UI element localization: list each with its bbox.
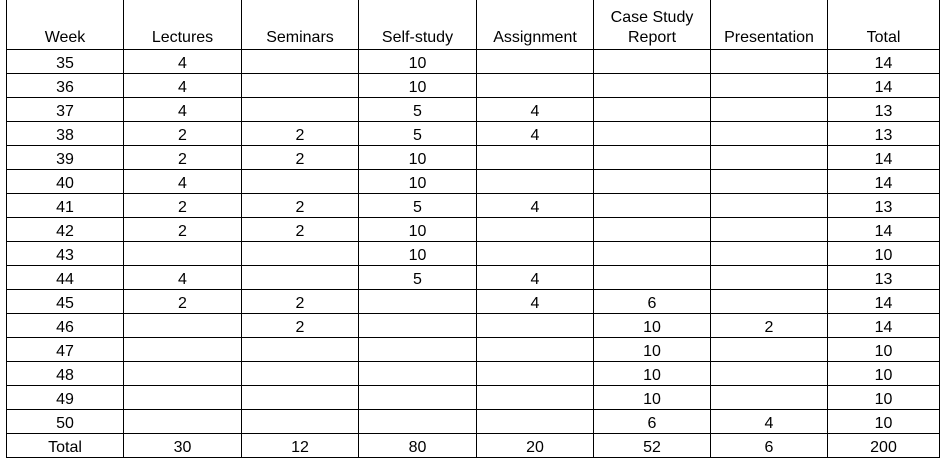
cell-week: 50	[7, 410, 124, 434]
cell-week: 41	[7, 194, 124, 218]
cell-assignment: 4	[477, 194, 594, 218]
cell-total: 13	[828, 194, 940, 218]
cell-presentation	[711, 290, 828, 314]
cell-presentation	[711, 50, 828, 74]
cell-self-study	[359, 338, 477, 362]
cell-presentation	[711, 362, 828, 386]
cell-week: 40	[7, 170, 124, 194]
cell-total: 13	[828, 122, 940, 146]
cell-case-study	[594, 194, 711, 218]
cell-lectures	[124, 362, 242, 386]
cell-total: 10	[828, 362, 940, 386]
cell-lectures	[124, 386, 242, 410]
cell-seminars	[242, 410, 359, 434]
cell-total: 10	[828, 386, 940, 410]
table-row	[7, 170, 940, 194]
cell-presentation	[711, 74, 828, 98]
cell-week: 36	[7, 74, 124, 98]
header-case-study-report	[594, 0, 711, 50]
cell-lectures	[124, 338, 242, 362]
cell-week: 42	[7, 218, 124, 242]
cell-self-study: 10	[359, 146, 477, 170]
cell-presentation	[711, 338, 828, 362]
table-row	[7, 194, 940, 218]
cell-self-study: 5	[359, 266, 477, 290]
table-row	[7, 98, 940, 122]
weekly-workload-table	[6, 0, 940, 458]
table-body	[7, 50, 940, 434]
table-row	[7, 266, 940, 290]
cell-total: 10	[828, 242, 940, 266]
cell-seminars: 2	[242, 314, 359, 338]
cell-seminars	[242, 266, 359, 290]
cell-week: 43	[7, 242, 124, 266]
cell-week: 44	[7, 266, 124, 290]
cell-seminars	[242, 74, 359, 98]
cell-case-study: 10	[594, 386, 711, 410]
total-lectures: 30	[124, 434, 242, 458]
cell-total: 10	[828, 410, 940, 434]
table-row	[7, 362, 940, 386]
cell-assignment	[477, 170, 594, 194]
cell-assignment: 4	[477, 290, 594, 314]
cell-case-study: 10	[594, 338, 711, 362]
cell-week: 38	[7, 122, 124, 146]
cell-case-study: 10	[594, 314, 711, 338]
cell-presentation	[711, 218, 828, 242]
cell-assignment	[477, 50, 594, 74]
table-footer	[7, 434, 940, 458]
cell-self-study: 10	[359, 218, 477, 242]
cell-week: 46	[7, 314, 124, 338]
cell-total: 14	[828, 218, 940, 242]
cell-lectures: 4	[124, 74, 242, 98]
cell-total: 13	[828, 266, 940, 290]
table-row	[7, 50, 940, 74]
cell-week: 49	[7, 386, 124, 410]
table-row	[7, 410, 940, 434]
cell-case-study	[594, 170, 711, 194]
cell-presentation	[711, 266, 828, 290]
cell-seminars	[242, 386, 359, 410]
cell-assignment	[477, 146, 594, 170]
cell-lectures: 4	[124, 98, 242, 122]
cell-total: 14	[828, 170, 940, 194]
cell-total: 14	[828, 146, 940, 170]
total-self-study: 80	[359, 434, 477, 458]
cell-assignment	[477, 314, 594, 338]
cell-self-study: 5	[359, 98, 477, 122]
cell-assignment	[477, 218, 594, 242]
cell-seminars	[242, 242, 359, 266]
cell-self-study	[359, 362, 477, 386]
cell-week: 35	[7, 50, 124, 74]
cell-self-study: 5	[359, 122, 477, 146]
cell-self-study: 10	[359, 74, 477, 98]
cell-presentation	[711, 386, 828, 410]
cell-week: 48	[7, 362, 124, 386]
cell-self-study	[359, 410, 477, 434]
cell-presentation	[711, 242, 828, 266]
table-row	[7, 338, 940, 362]
header-assignment: Assignment	[477, 0, 594, 50]
table-row	[7, 386, 940, 410]
cell-total: 14	[828, 74, 940, 98]
header-row	[7, 0, 940, 50]
total-grand: 200	[828, 434, 940, 458]
cell-presentation	[711, 98, 828, 122]
cell-case-study	[594, 122, 711, 146]
cell-case-study	[594, 50, 711, 74]
total-row	[7, 434, 940, 458]
cell-week: 39	[7, 146, 124, 170]
table-header	[7, 0, 940, 50]
cell-lectures	[124, 242, 242, 266]
cell-case-study	[594, 74, 711, 98]
cell-total: 14	[828, 50, 940, 74]
cell-case-study: 6	[594, 290, 711, 314]
cell-assignment	[477, 74, 594, 98]
total-seminars: 12	[242, 434, 359, 458]
cell-self-study	[359, 314, 477, 338]
header-self-study: Self-study	[359, 0, 477, 50]
table-row	[7, 74, 940, 98]
cell-case-study	[594, 242, 711, 266]
cell-seminars	[242, 50, 359, 74]
cell-lectures	[124, 410, 242, 434]
cell-seminars: 2	[242, 218, 359, 242]
cell-lectures: 2	[124, 146, 242, 170]
cell-lectures: 2	[124, 290, 242, 314]
cell-week: 45	[7, 290, 124, 314]
cell-seminars: 2	[242, 146, 359, 170]
cell-presentation: 4	[711, 410, 828, 434]
header-week: Week	[7, 0, 124, 50]
cell-assignment: 4	[477, 266, 594, 290]
cell-total: 10	[828, 338, 940, 362]
header-total: Total	[828, 0, 940, 50]
table-row	[7, 218, 940, 242]
cell-assignment	[477, 338, 594, 362]
cell-presentation	[711, 194, 828, 218]
table-row	[7, 242, 940, 266]
cell-assignment	[477, 362, 594, 386]
cell-self-study: 10	[359, 170, 477, 194]
cell-lectures: 4	[124, 170, 242, 194]
cell-assignment: 4	[477, 98, 594, 122]
cell-assignment	[477, 242, 594, 266]
table-row	[7, 122, 940, 146]
cell-presentation: 2	[711, 314, 828, 338]
cell-seminars	[242, 338, 359, 362]
cell-presentation	[711, 146, 828, 170]
cell-case-study	[594, 98, 711, 122]
table-row	[7, 146, 940, 170]
header-case-study-line1: Case Study	[610, 9, 694, 26]
cell-lectures: 4	[124, 50, 242, 74]
cell-seminars	[242, 362, 359, 386]
table-row	[7, 290, 940, 314]
cell-case-study: 6	[594, 410, 711, 434]
cell-assignment: 4	[477, 122, 594, 146]
header-lectures: Lectures	[124, 0, 242, 50]
cell-total: 13	[828, 98, 940, 122]
cell-self-study	[359, 290, 477, 314]
header-case-study-line2: Report	[627, 29, 677, 46]
cell-lectures: 2	[124, 194, 242, 218]
total-case-study: 52	[594, 434, 711, 458]
cell-lectures: 4	[124, 266, 242, 290]
cell-week: 47	[7, 338, 124, 362]
cell-self-study: 5	[359, 194, 477, 218]
cell-total: 14	[828, 290, 940, 314]
header-seminars: Seminars	[242, 0, 359, 50]
cell-seminars: 2	[242, 290, 359, 314]
total-label: Total	[7, 434, 124, 458]
cell-seminars: 2	[242, 122, 359, 146]
cell-case-study: 10	[594, 362, 711, 386]
cell-assignment	[477, 386, 594, 410]
cell-self-study	[359, 386, 477, 410]
cell-week: 37	[7, 98, 124, 122]
total-assignment: 20	[477, 434, 594, 458]
cell-seminars	[242, 170, 359, 194]
cell-self-study: 10	[359, 242, 477, 266]
cell-assignment	[477, 410, 594, 434]
cell-presentation	[711, 122, 828, 146]
cell-lectures: 2	[124, 122, 242, 146]
table-row	[7, 314, 940, 338]
cell-self-study: 10	[359, 50, 477, 74]
cell-lectures: 2	[124, 218, 242, 242]
header-presentation: Presentation	[711, 0, 828, 50]
cell-case-study	[594, 266, 711, 290]
cell-seminars	[242, 98, 359, 122]
cell-presentation	[711, 170, 828, 194]
cell-case-study	[594, 218, 711, 242]
cell-total: 14	[828, 314, 940, 338]
cell-seminars: 2	[242, 194, 359, 218]
cell-case-study	[594, 146, 711, 170]
total-presentation: 6	[711, 434, 828, 458]
cell-lectures	[124, 314, 242, 338]
